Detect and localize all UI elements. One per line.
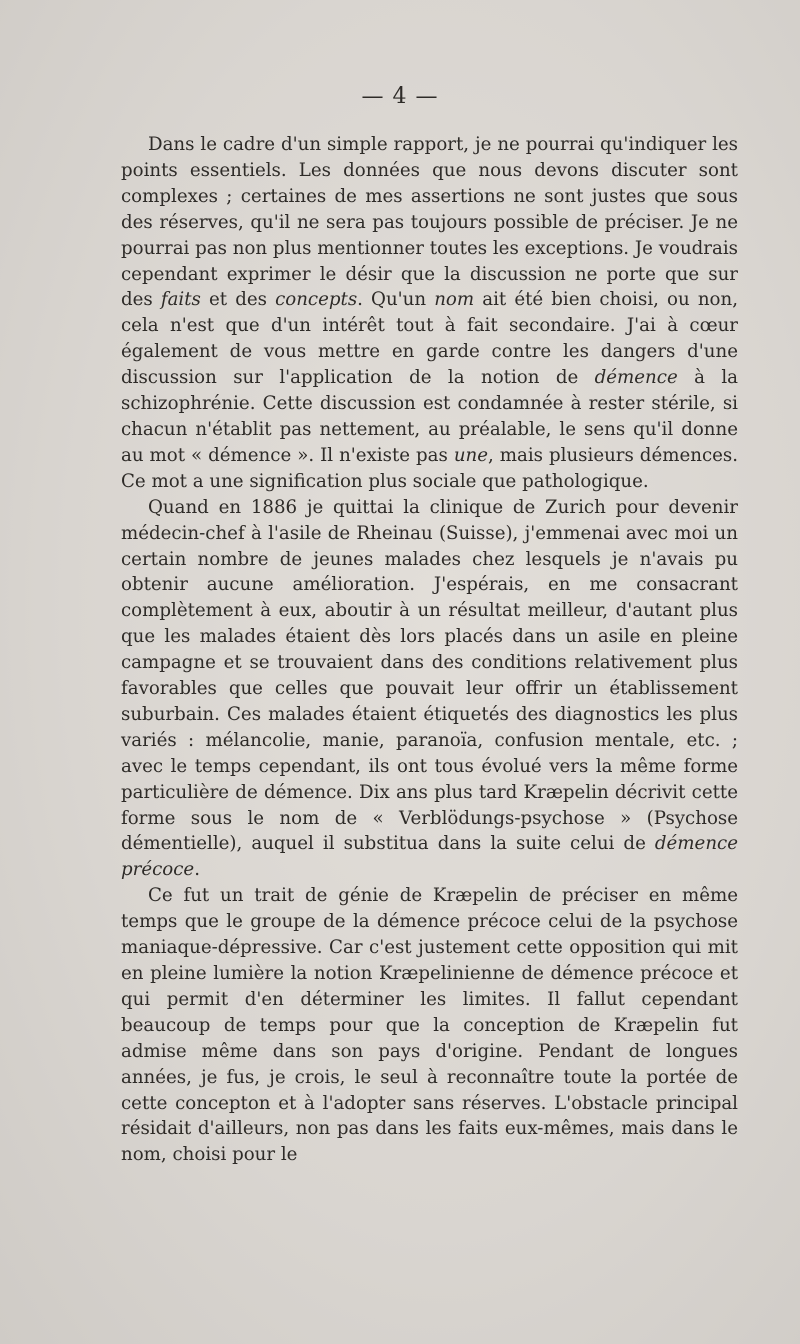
body-text [121,132,738,1168]
text-segment: . Qu'un [357,289,435,311]
text-segment: Dans le cadre d'un simple rapport, je ne pourrai qu'indiquer les points essentiels. Les données que nous devons discuter sont complexes ; certaines de mes assertions ne sont justes que sous des réserves, qu'il ne sera pas toujours possible de préciser. Je ne pourrai pas non plus mentionner toutes les exceptions. Je voudrais cependant exprimer le désir que la discussion ne porte que sur des [121,134,738,311]
paragraph-1 [121,132,738,495]
italic-segment: faits [160,289,201,311]
page-number: — 4 — [361,84,439,109]
text-segment: , mais plusieurs démences. Ce mot a une signification plus sociale que pathologique. [121,444,739,492]
text-segment: ait été bien choisi, ou non, cela n'est que d'un intérêt tout à fait secondaire. J'ai à cœur également de vous mettre en garde contre les dangers d'une discussion sur l'application de la notion de [121,289,738,389]
italic-segment: concepts [275,289,358,311]
italic-segment: une [453,444,489,466]
text-segment: . [194,859,200,881]
italic-segment: démence [594,367,678,389]
text-segment: Ce fut un trait de génie de Kræpelin de préciser en même temps que le groupe de la démence précoce celui de la psychose maniaque-dépressive. Car c'est justement cette opposition qui mit en pleine lumière la notion Kræpelinienne de démence précoce et qui permit d'en déterminer les limites. Il fallut cependant beaucoup de temps pour que la conception de Kræpelin fut admise même dans son pays d'origine. Pendant de longues années, je fus, je crois, le seul à reconnaître toute la portée de cette concepton et à l'adopter sans réserves. L'obstacle principal résidait d'ailleurs, non pas dans les faits eux-mêmes, mais dans le nom, choisi pour le [121,885,738,1166]
paragraph-3 [121,883,738,1168]
text-segment: à la schizophrénie. Cette discussion est condamnée à rester stérile, si chacun n'établit pas nettement, au préalable, le sens qu'il donne au mot « démence ». Il n'existe pas [121,367,738,466]
paragraph-2 [121,495,738,884]
text-segment: et des [200,289,276,311]
italic-segment: nom [434,289,475,311]
italic-segment: démence précoce [121,833,738,881]
text-segment: Quand en 1886 je quittai la clinique de Zurich pour devenir médecin-chef à l'asile de Rheinau (Suisse), j'emmenai avec moi un certain nombre de jeunes malades chez lesquels je n'avais pu obtenir aucune amélioration. J'espérais, en me consacrant complètement à eux, aboutir à un résultat meilleur, d'autant plus que les malades étaient dès lors placés dans un asile en pleine campagne et se trouvaient dans des conditions relativement plus favorables que celles que pouvait leur offrir un établissement suburbain. Ces malades étaient étiquetés des diagnostics les plus variés : mélancolie, manie, paranoïa, confusion mentale, etc. ; avec le temps cependant, ils ont tous évolué vers la même forme particulière de démence. Dix ans plus tard Kræpelin décrivit cette forme sous le nom de « Verblödungs-psychose » (Psychose démentielle), auquel il substitua dans la suite celui de [121,496,738,855]
